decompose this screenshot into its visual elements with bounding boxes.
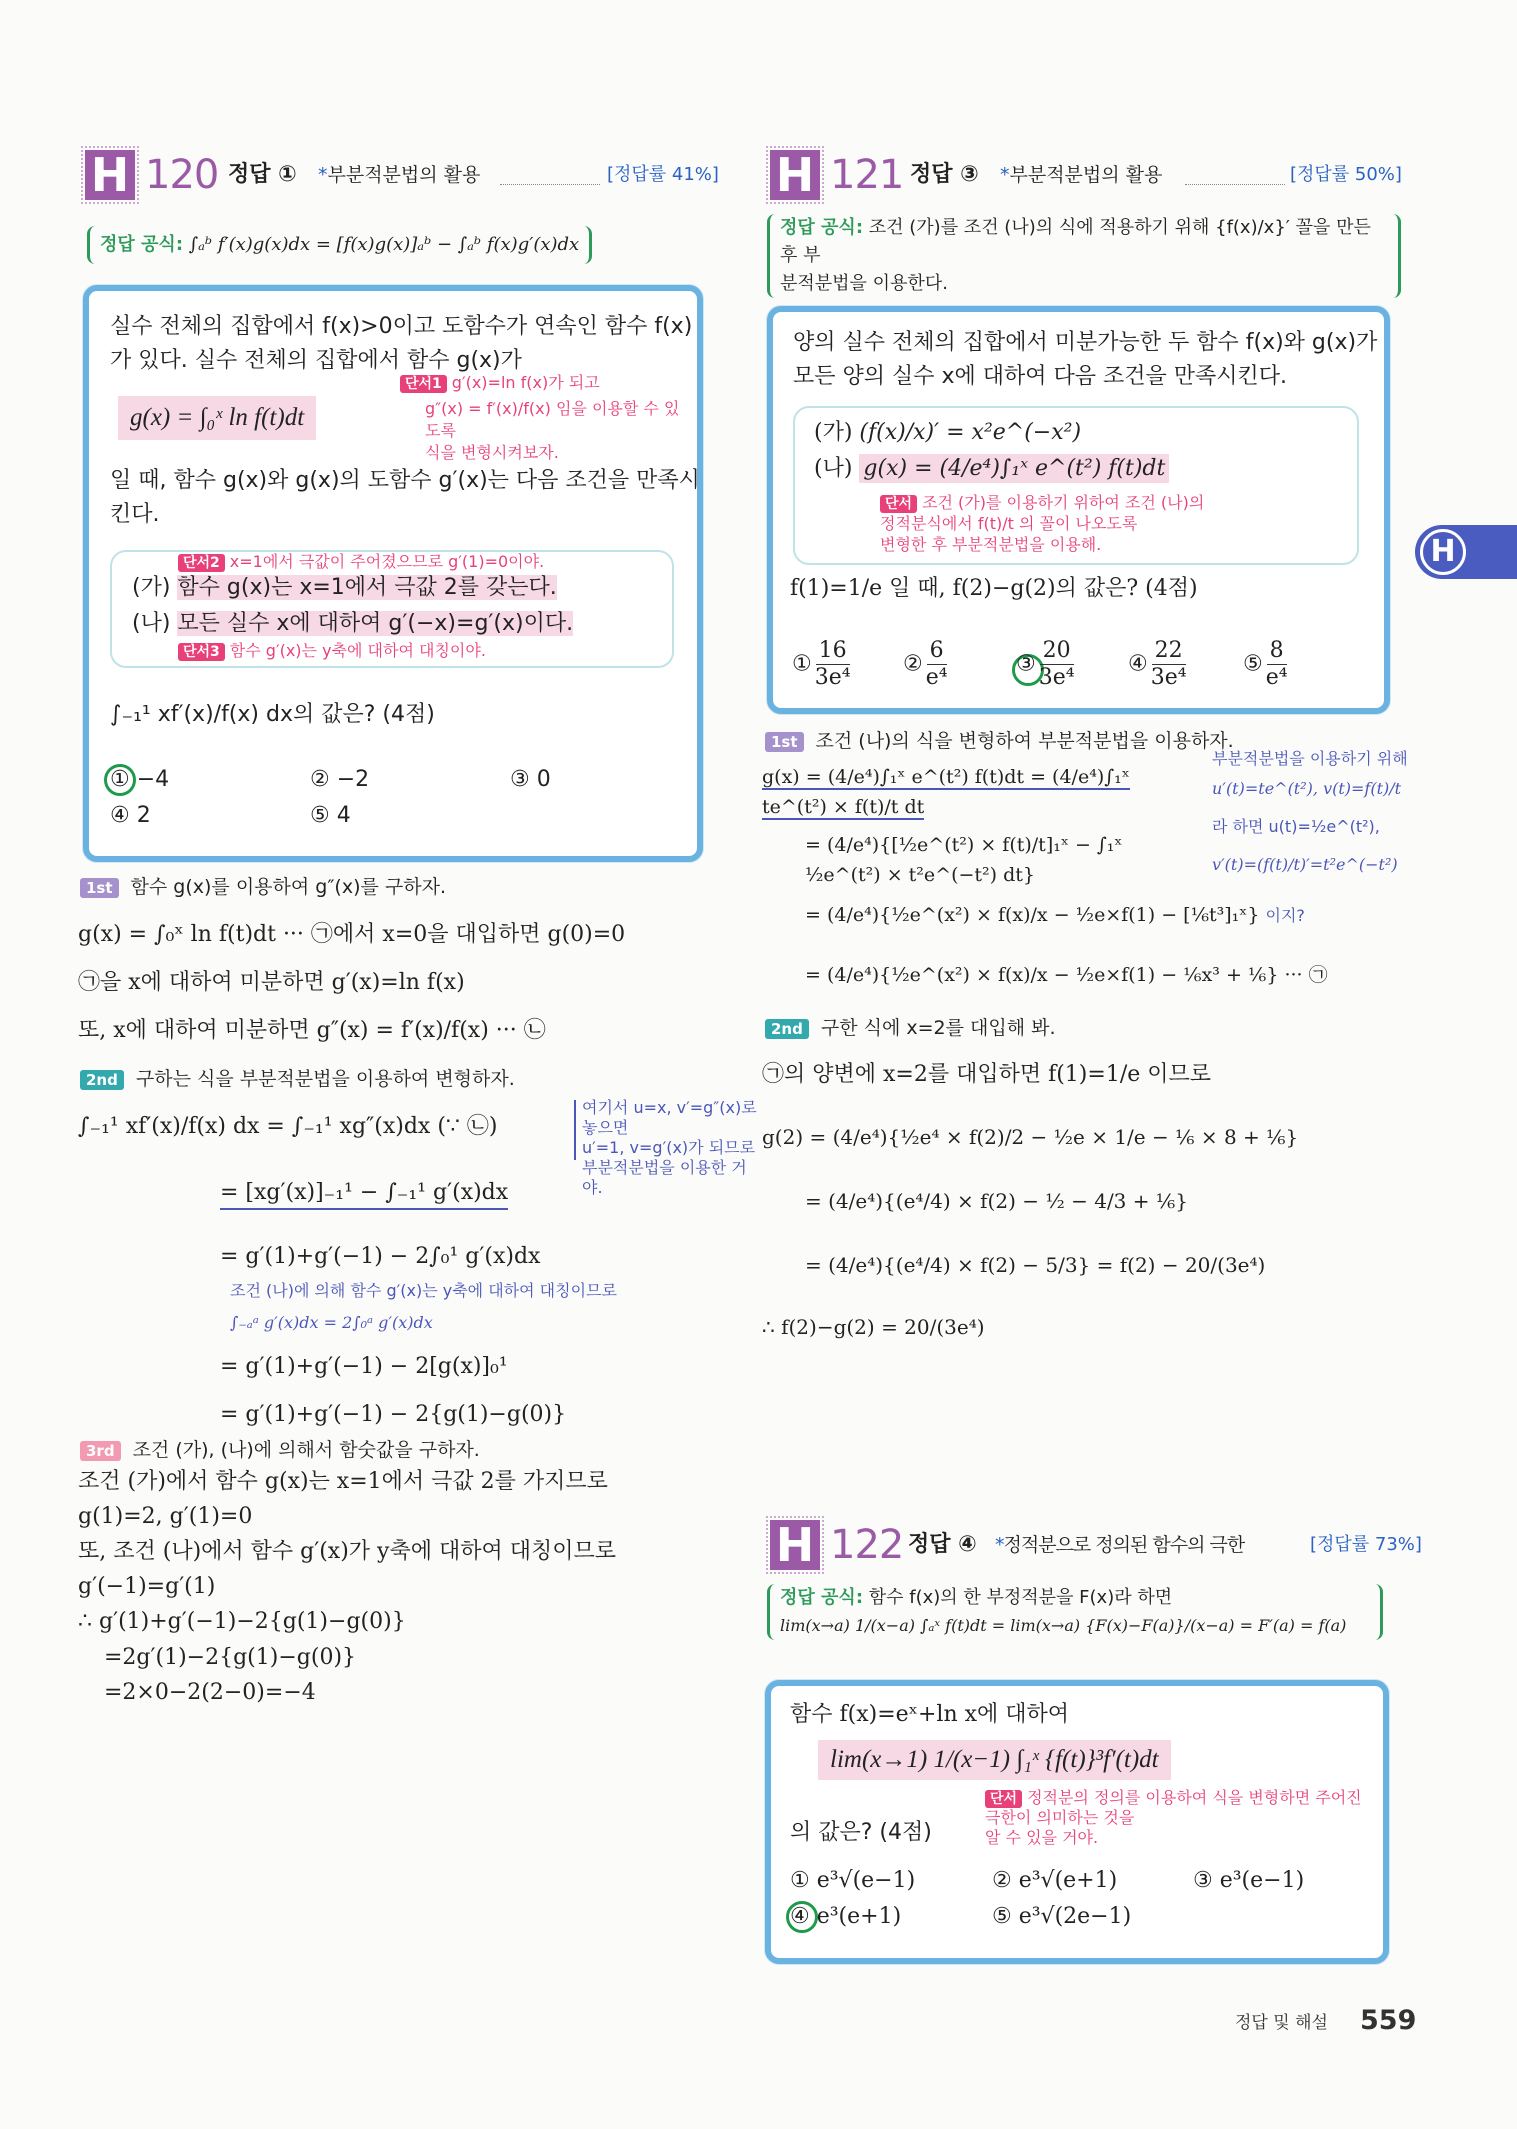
choice-3[interactable]: ③ 0 xyxy=(510,767,551,792)
condition-text: 모든 실수 x에 대하여 g′(−x)=g′(x)이다. xyxy=(177,611,574,636)
condition-label: (나) xyxy=(814,456,853,481)
hint-tag: 단서 xyxy=(985,1790,1022,1808)
definition-highlight: g(x) = ∫₀ˣ ln f(t)dt xyxy=(118,396,316,440)
condition-b xyxy=(132,609,573,639)
hint-text: g″(x) = f′(x)/f(x) 임을 이용할 수 있도록 xyxy=(425,399,680,440)
hint-tag: 단서3 xyxy=(178,643,225,661)
topic-label xyxy=(995,1520,1244,1570)
footer-label: 정답 및 해설 xyxy=(1235,2013,1328,2033)
step-title: 구하는 식을 부분적분법을 이용하여 변형하자. xyxy=(135,1068,515,1090)
solution-line: =2g′(1)−2{g(1)−g(0)} xyxy=(104,1645,357,1670)
condition-label: (가) xyxy=(814,420,853,445)
choice-2[interactable] xyxy=(903,638,951,691)
condition-a xyxy=(814,418,1081,448)
dotted-leader xyxy=(1185,184,1285,185)
solution-step-1 xyxy=(80,872,446,899)
step-title: 구한 식에 x=2를 대입해 봐. xyxy=(820,1017,1056,1039)
side-note-group xyxy=(1212,748,1507,876)
choice-mark: ② xyxy=(903,651,923,677)
choice-3[interactable]: ③ e³(e−1) xyxy=(1193,1868,1305,1893)
hint xyxy=(880,492,1340,555)
topic-text: 부분적분법의 활용 xyxy=(1009,164,1163,186)
solution-line: = [xg′(x)]₋₁¹ − ∫₋₁¹ g′(x)dx xyxy=(220,1178,508,1210)
side-note: u′(t)=te^(t²), v(t)=f(t)/t xyxy=(1212,779,1402,798)
correct-rate: [정답률 73%] xyxy=(1310,1534,1422,1555)
solution-line xyxy=(762,762,1197,822)
condition-a xyxy=(132,573,557,603)
choice-fraction xyxy=(1151,638,1187,691)
note-connector xyxy=(574,1100,576,1160)
formula-text: 조건 (가)를 조건 (나)의 식에 적용하기 위해 {f(x)/x}′ 꼴을 만든 후 부 xyxy=(780,217,1371,266)
condition-text: g(x) = (4/e⁴)∫₁ˣ e^(t²) f(t)dt xyxy=(859,454,1169,483)
hint xyxy=(985,1788,1365,1848)
side-note: v′(t)=(f(t)/t)′=t²e^(−t²) xyxy=(1212,855,1398,874)
problem-number: 121 xyxy=(830,152,904,198)
math-text: g(x) = (4/e⁴)∫₁ˣ e^(t²) f(t)dt = (4/e⁴)∫₁ˣ te^(t²) × f(t)/t dt xyxy=(762,766,1130,818)
hint-tag: 단서2 xyxy=(178,554,225,572)
step-badge: 2nd xyxy=(80,1070,124,1090)
solution-line: = g′(1)+g′(−1) − 2∫₀¹ g′(x)dx xyxy=(220,1244,541,1269)
side-note: 이지? xyxy=(1265,906,1305,925)
formula-label: 정답 공식: xyxy=(100,234,184,255)
section-badge-h: H xyxy=(770,1520,820,1570)
solution-line: ㉠의 양변에 x=2를 대입하면 f(1)=1/e 이므로 xyxy=(762,1062,1211,1087)
correct-rate: [정답률 50%] xyxy=(1290,164,1402,185)
hint-2 xyxy=(178,551,544,573)
hint-tag: 단서 xyxy=(880,495,917,513)
solution-line: ㉠을 x에 대하여 미분하면 g′(x)=ln f(x) xyxy=(78,970,465,995)
choice-1[interactable]: ① e³√(e−1) xyxy=(790,1868,916,1893)
formula-text: 분적분법을 이용한다. xyxy=(780,273,948,294)
section-tab-letter: H xyxy=(1420,529,1466,575)
formula-text: ∫ₐᵇ f′(x)g(x)dx = [f(x)g(x)]ₐᵇ − ∫ₐᵇ f(x)g′(x)dx xyxy=(188,234,580,255)
answer-label: 정답 ① xyxy=(228,162,297,187)
solution-line xyxy=(805,900,1305,930)
solution-line: =2×0−2(2−0)=−4 xyxy=(104,1680,316,1705)
denominator: e⁴ xyxy=(925,665,948,690)
choice-fraction xyxy=(1039,638,1075,691)
hint-line xyxy=(880,492,1340,513)
choice-4[interactable]: ④ 2 xyxy=(110,803,151,828)
solution-step-2 xyxy=(80,1064,515,1091)
side-note-group xyxy=(582,1098,757,1198)
answer-label: 정답 ④ xyxy=(908,1532,977,1557)
section-badge-h: H xyxy=(85,150,135,200)
solution-line: = g′(1)+g′(−1) − 2{g(1)−g(0)} xyxy=(220,1402,567,1427)
question-text: 모든 양의 실수 x에 대하여 다음 조건을 만족시킨다. xyxy=(793,364,1288,389)
answer-label: 정답 ③ xyxy=(910,162,979,187)
side-note: 여기서 u=x, v′=g″(x)로 놓으면 xyxy=(582,1098,757,1137)
step-title: 함수 g(x)를 이용하여 g″(x)를 구하자. xyxy=(130,876,446,898)
choice-mark: ⑤ xyxy=(1243,651,1263,677)
choice-2[interactable]: ② −2 xyxy=(310,767,370,792)
choice-3[interactable] xyxy=(1016,638,1078,691)
problem-number: 120 xyxy=(145,152,219,198)
solution-line: g(1)=2, g′(1)=0 xyxy=(78,1504,253,1529)
solution-step-2 xyxy=(765,1013,1056,1040)
choice-4[interactable] xyxy=(1128,638,1190,691)
step-badge: 1st xyxy=(80,878,119,898)
solution-line: = (4/e⁴){[½e^(t²) × f(t)/t]₁ˣ − ∫₁ˣ ½e^(t²) × t²e^(−t²) dt} xyxy=(805,834,1123,886)
side-note: ∫₋ₐᵃ g′(x)dx = 2∫₀ᵃ g′(x)dx xyxy=(230,1313,433,1332)
choice-mark: ④ xyxy=(1128,651,1148,677)
answer-formula xyxy=(87,226,592,264)
choice-mark: ① xyxy=(792,651,812,677)
formula-text: lim(x→a) 1/(x−a) ∫ₐˣ f(t)dt = lim(x→a) {F(x)−F(a)}/(x−a) = F′(a) = f(a) xyxy=(780,1616,1347,1635)
question-text: 양의 실수 전체의 집합에서 미분가능한 두 함수 f(x)와 g(x)가 xyxy=(793,330,1378,355)
answer-formula xyxy=(767,1584,1383,1640)
hint-text: 변형한 후 부분적분법을 이용해. xyxy=(880,535,1102,554)
denominator: 3e⁴ xyxy=(1038,665,1075,690)
hint-text: 함수 g′(x)는 y축에 대하여 대칭이야. xyxy=(229,641,486,660)
section-badge-h: H xyxy=(770,150,820,200)
side-note: u′=1, v=g′(x)가 되므로 xyxy=(582,1138,756,1157)
denominator: 3e⁴ xyxy=(814,665,851,690)
choice-fraction xyxy=(926,638,948,691)
topic-text: 부분적분법의 활용 xyxy=(327,164,481,186)
condition-label: (나) xyxy=(132,611,171,636)
question-text: 실수 전체의 집합에서 f(x)>0이고 도함수가 연속인 함수 f(x) xyxy=(110,314,693,339)
topic-label xyxy=(318,150,480,200)
answer-formula xyxy=(767,214,1401,298)
numerator: 16 xyxy=(816,638,850,665)
solution-line: ∴ f(2)−g(2) = 20/(3e⁴) xyxy=(762,1315,985,1339)
correct-rate: [정답률 41%] xyxy=(607,164,719,185)
question-text: 킨다. xyxy=(110,502,160,527)
limit-expression-highlight: lim(x→1) 1/(x−1) ∫₁ˣ {f(t)}³f′(t)dt xyxy=(818,1740,1171,1780)
hint-text: g′(x)=ln f(x)가 되고 xyxy=(451,373,600,392)
section-tab[interactable] xyxy=(1415,525,1517,579)
choice-5[interactable]: ⑤ 4 xyxy=(310,803,351,828)
choice-1[interactable]: ① −4 xyxy=(110,767,170,792)
choice-5[interactable] xyxy=(1243,638,1291,691)
side-note: 조건 (나)에 의해 함수 g′(x)는 y축에 대하여 대칭이므로 xyxy=(230,1281,617,1300)
question-prompt: ∫₋₁¹ xf′(x)/f(x) dx의 값은? (4점) xyxy=(110,702,435,727)
dotted-leader xyxy=(500,184,600,185)
solution-line: g′(−1)=g′(1) xyxy=(78,1574,216,1599)
hint-text: 정적분의 정의를 이용하여 식을 변형하면 주어진 극한이 의미하는 것을 xyxy=(985,1788,1362,1827)
solution-line: ∫₋₁¹ xf′(x)/f(x) dx = ∫₋₁¹ xg″(x)dx (∵ ㉡) xyxy=(78,1114,498,1139)
choice-2[interactable]: ② e³√(e+1) xyxy=(992,1868,1118,1893)
hint-text: 식을 변형시켜보자. xyxy=(425,443,559,462)
hint-line xyxy=(985,1788,1365,1828)
hint-text: 알 수 있을 거야. xyxy=(985,1828,1099,1847)
condition-text: 함수 g(x)는 x=1에서 극값 2를 갖는다. xyxy=(177,575,557,600)
formula-label: 정답 공식: xyxy=(780,217,864,238)
hint-1-detail xyxy=(425,398,680,464)
solution-line: g(x) = ∫₀ˣ ln f(t)dt ··· ㉠에서 x=0을 대입하면 g(0)=0 xyxy=(78,922,626,947)
page-number: 559 xyxy=(1360,2005,1417,2036)
star-icon: * xyxy=(1000,164,1010,186)
solution-line: 또, 조건 (나)에서 함수 g′(x)가 y축에 대하여 대칭이므로 xyxy=(78,1539,616,1564)
numerator: 22 xyxy=(1152,638,1186,665)
hint-text: 조건 (가)를 이용하기 위하여 조건 (나)의 xyxy=(922,493,1205,512)
numerator: 8 xyxy=(1267,638,1287,665)
question-text: 함수 f(x)=eˣ+ln x에 대하여 xyxy=(790,1702,1070,1727)
question-prompt: 의 값은? (4점) xyxy=(790,1820,932,1845)
step-title: 조건 (나)의 식을 변형하여 부분적분법을 이용하자. xyxy=(815,730,1234,752)
formula-text: 함수 f(x)의 한 부정적분을 F(x)라 하면 xyxy=(868,1587,1173,1608)
solution-line: = (4/e⁴){(e⁴/4) × f(2) − ½ − 4/3 + ⅙} xyxy=(805,1189,1188,1213)
choice-1[interactable] xyxy=(792,638,854,691)
solution-step-3 xyxy=(80,1435,480,1462)
choice-5[interactable]: ⑤ e³√(2e−1) xyxy=(992,1904,1132,1929)
hint-1 xyxy=(400,372,600,394)
math-text: = (4/e⁴){½e^(x²) × f(x)/x − ½e×f(1) − [⅙t³]₁ˣ} xyxy=(805,904,1260,926)
choice-fraction xyxy=(1266,638,1288,691)
step-badge: 2nd xyxy=(765,1019,809,1039)
choice-mark: ③ xyxy=(1016,651,1036,677)
side-note: 부분적분법을 이용한 거야. xyxy=(582,1158,747,1197)
hint-3 xyxy=(178,640,486,662)
topic-text: 정적분으로 정의된 함수의 극한 xyxy=(1003,1534,1245,1556)
hint-text: 정적분식에서 f(t)/t 의 꼴이 나오도록 xyxy=(880,514,1138,533)
star-icon: * xyxy=(995,1534,1004,1556)
solution-line: ∴ g′(1)+g′(−1)−2{g(1)−g(0)} xyxy=(78,1609,406,1634)
denominator: 3e⁴ xyxy=(1150,665,1187,690)
hint-tag: 단서1 xyxy=(400,375,447,393)
question-text: 일 때, 함수 g(x)와 g(x)의 도함수 g′(x)는 다음 조건을 만족시 xyxy=(110,468,700,493)
condition-b xyxy=(814,454,1169,484)
side-note: 부분적분법을 이용하기 위해 xyxy=(1212,749,1408,768)
step-title: 조건 (가), (나)에 의해서 함숫값을 구하자. xyxy=(132,1439,480,1461)
numerator: 20 xyxy=(1040,638,1074,665)
hint-text: x=1에서 극값이 주어졌으므로 g′(1)=0이야. xyxy=(229,552,545,571)
question-text: 가 있다. 실수 전체의 집합에서 함수 g(x)가 xyxy=(110,348,522,373)
step-badge: 1st xyxy=(765,732,804,752)
solution-line: 조건 (가)에서 함수 g(x)는 x=1에서 극값 2를 가지므로 xyxy=(78,1469,608,1494)
question-prompt: f(1)=1/e 일 때, f(2)−g(2)의 값은? (4점) xyxy=(790,576,1198,601)
step-badge: 3rd xyxy=(80,1441,121,1461)
denominator: e⁴ xyxy=(1265,665,1288,690)
side-note: 라 하면 u(t)=½e^(t²), xyxy=(1212,817,1380,836)
condition-text: (f(x)/x)′ = x²e^(−x²) xyxy=(859,420,1082,445)
topic-label xyxy=(1000,150,1162,200)
solution-line: g(2) = (4/e⁴){½e⁴ × f(2)/2 − ½e × 1/e − ⅙ × 8 + ⅙} xyxy=(762,1125,1299,1149)
formula-label: 정답 공식: xyxy=(780,1587,864,1608)
solution-line: = g′(1)+g′(−1) − 2[g(x)]₀¹ xyxy=(220,1354,508,1379)
problem-number: 122 xyxy=(830,1522,904,1568)
numerator: 6 xyxy=(927,638,947,665)
condition-label: (가) xyxy=(132,575,171,600)
solution-line: = (4/e⁴){½e^(x²) × f(x)/x − ½e×f(1) − ⅙x³ + ⅙} ··· ㉠ xyxy=(805,964,1328,986)
solution-step-1 xyxy=(765,726,1234,753)
star-icon: * xyxy=(318,164,328,186)
choice-4[interactable]: ④ e³(e+1) xyxy=(790,1904,902,1929)
choice-fraction xyxy=(815,638,851,691)
solution-line: = (4/e⁴){(e⁴/4) × f(2) − 5/3} = f(2) − 20/(3e⁴) xyxy=(805,1253,1266,1277)
solution-line: 또, x에 대하여 미분하면 g″(x) = f′(x)/f(x) ··· ㉡ xyxy=(78,1018,546,1043)
